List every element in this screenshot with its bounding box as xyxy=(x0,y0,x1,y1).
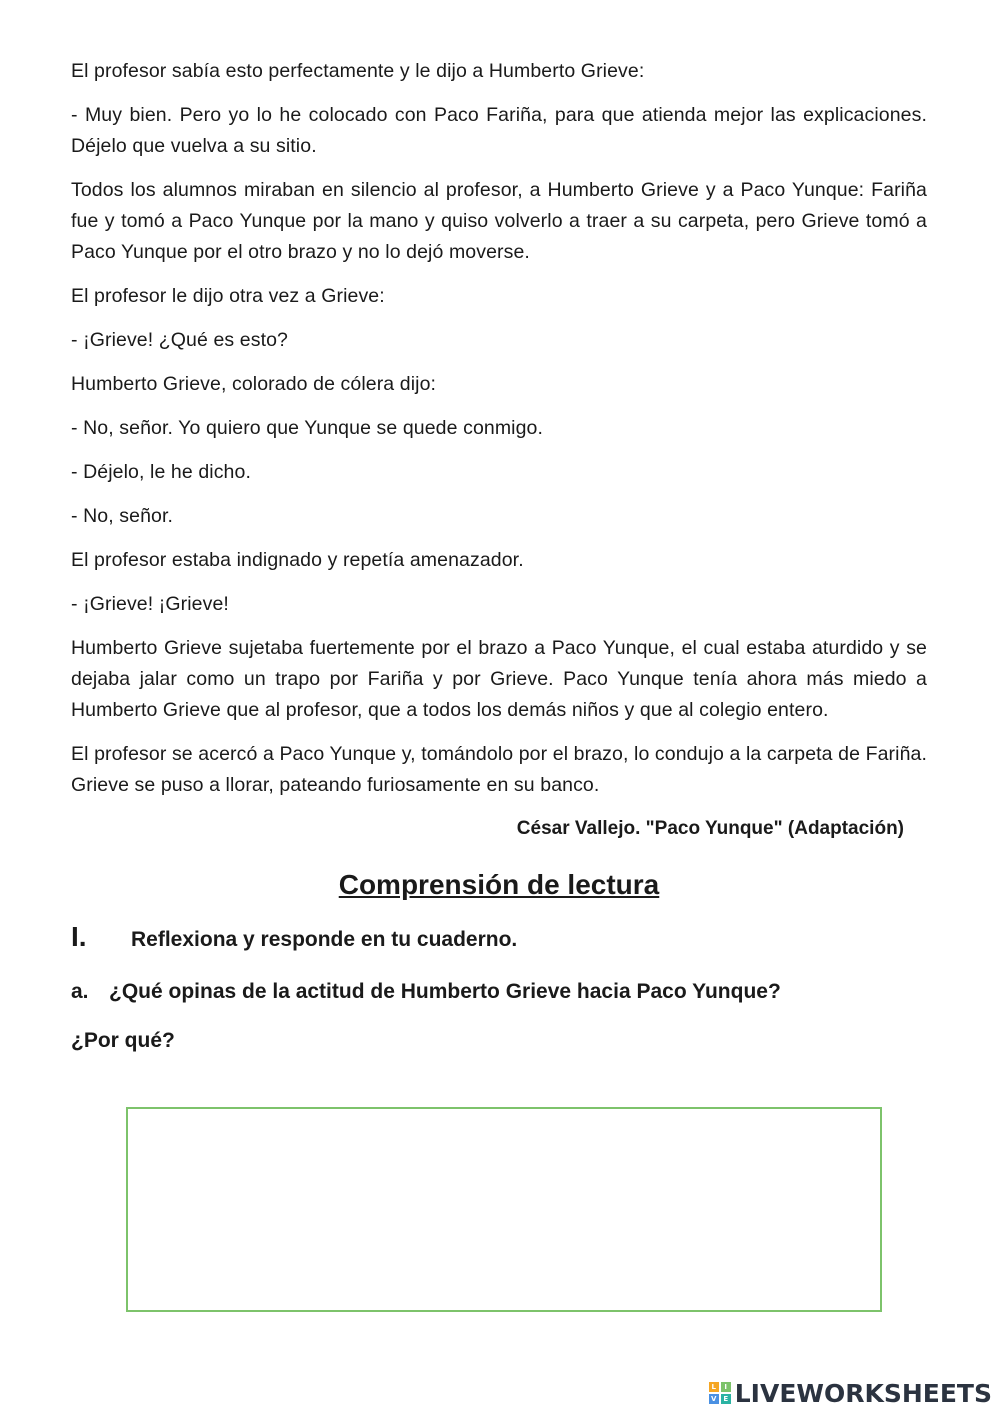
logo-mark-cell: I xyxy=(721,1382,731,1392)
question-letter: a. xyxy=(71,980,89,1003)
story-paragraph: El profesor sabía esto perfectamente y le dijo a Humberto Grieve: xyxy=(71,60,645,82)
logo-text: LIVEWORKSHEETS xyxy=(734,1378,992,1408)
section-instruction-text: Reflexiona y responde en tu cuaderno. xyxy=(131,928,518,951)
story-paragraph: Humberto Grieve sujetaba fuertemente por el brazo a Paco Yunque, el cual estaba aturdido y se dejaba jalar como un trapo por Fariña y por Grieve. Paco Yunque tenía ahora más miedo a Humberto Grieve que al profesor, que a todos los demás niños y que al colegio entero. xyxy=(71,637,927,721)
question-tail: ¿Por qué? xyxy=(71,1029,175,1052)
story-paragraph: - ¡Grieve! ¡Grieve! xyxy=(71,593,229,615)
logo-mark-cell: E xyxy=(721,1394,731,1404)
logo-mark-cell: L xyxy=(709,1382,719,1392)
comprehension-title: Comprensión de lectura xyxy=(338,869,660,900)
story-paragraph: El profesor le dijo otra vez a Grieve: xyxy=(71,285,385,307)
story-paragraph: El profesor estaba indignado y repetía amenazador. xyxy=(71,549,524,571)
question-text: ¿Qué opinas de la actitud de Humberto Grieve hacia Paco Yunque? xyxy=(109,980,781,1003)
story-paragraph: - No, señor. xyxy=(71,505,173,527)
story-paragraph: El profesor se acercó a Paco Yunque y, tomándolo por el brazo, lo condujo a la carpeta de Fariña. Grieve se puso a llorar, pateando furiosamente en su banco. xyxy=(71,743,927,796)
logo-mark-icon xyxy=(709,1382,731,1404)
story-paragraph: - No, señor. Yo quiero que Yunque se quede conmigo. xyxy=(71,417,544,439)
worksheet-page xyxy=(71,56,927,1057)
story-paragraph: - Muy bien. Pero yo lo he colocado con Paco Fariña, para que atienda mejor las explicaciones. Déjelo que vuelva a su sitio. xyxy=(71,104,927,157)
question-a xyxy=(71,976,927,1008)
story-paragraph: - Déjelo, le he dicho. xyxy=(71,461,251,483)
answer-textbox[interactable] xyxy=(126,1107,882,1312)
liveworksheets-logo xyxy=(709,1376,992,1410)
story-paragraph: - ¡Grieve! ¿Qué es esto? xyxy=(71,329,288,351)
section-instruction xyxy=(71,919,927,958)
story-paragraph: Humberto Grieve, colorado de cólera dijo: xyxy=(71,373,437,395)
section-number: I. xyxy=(71,921,87,952)
story-paragraph: Todos los alumnos miraban en silencio al profesor, a Humberto Grieve y a Paco Yunque: Fariña fue y tomó a Paco Yunque por la mano y quiso volverlo a traer a su carpeta, pero Grieve tomó a Paco Yunque por el otro brazo y no lo dejó moverse. xyxy=(71,179,927,263)
story-citation: César Vallejo. "Paco Yunque" (Adaptación) xyxy=(516,818,904,839)
logo-mark-cell: V xyxy=(709,1394,719,1404)
